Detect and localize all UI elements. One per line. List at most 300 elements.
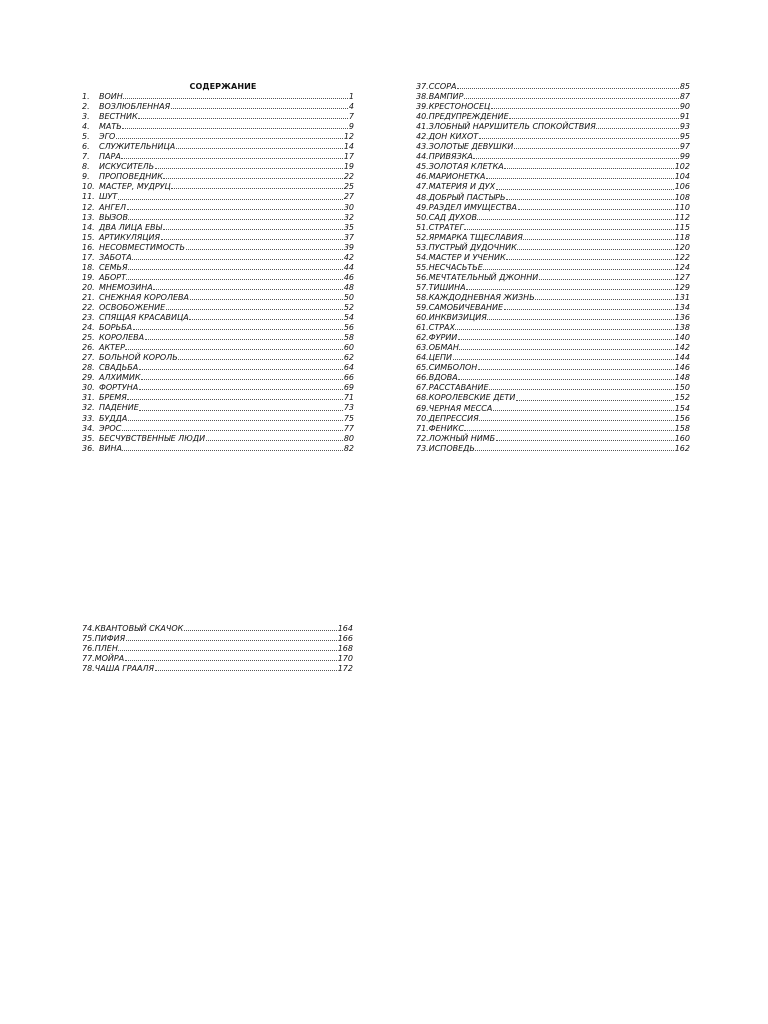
toc-entry-page: 122 bbox=[674, 252, 690, 262]
toc-leader-dots bbox=[206, 439, 344, 441]
toc-entry-number: 10. bbox=[82, 182, 95, 192]
toc-entry-number: 66. bbox=[416, 373, 429, 383]
toc-entry-number: 14. bbox=[82, 222, 95, 232]
toc-entry-number: 39. bbox=[416, 102, 429, 112]
toc-entry-number: 29. bbox=[82, 373, 95, 383]
toc-entry-title: ЗОЛОТАЯ КЛЕТКА bbox=[428, 162, 504, 172]
toc-leader-dots bbox=[139, 409, 343, 411]
toc-entry-page: 44 bbox=[343, 262, 354, 272]
toc-leader-dots bbox=[163, 177, 343, 179]
toc-entry-title: ИСПОВЕДЬ bbox=[428, 443, 475, 453]
toc-leader-dots bbox=[479, 419, 674, 421]
toc-entry-title: РАССТАВАНИЕ bbox=[428, 383, 489, 393]
toc-entry-title: СНЕЖНАЯ КОРОЛЕВА bbox=[99, 292, 189, 302]
toc-leader-dots bbox=[127, 398, 343, 400]
toc-leader-dots bbox=[517, 248, 674, 250]
toc-leader-dots bbox=[122, 449, 343, 451]
toc-entry-page: 99 bbox=[679, 152, 690, 162]
toc-leader-dots bbox=[487, 318, 674, 320]
toc-entry-title: КОРОЛЕВСКИЕ ДЕТИ bbox=[428, 393, 516, 403]
toc-entry-title: СИМБОЛОН bbox=[428, 363, 478, 373]
toc-entry-title: БОЛЬНОЙ КОРОЛЬ bbox=[99, 353, 178, 363]
toc-entry bbox=[82, 253, 354, 263]
toc-entry-title: ПУСТРЫЙ ДУДОЧНИК bbox=[428, 242, 517, 252]
toc-entry-page: 87 bbox=[679, 92, 690, 102]
toc-entry-title: СЛУЖИТЕЛЬНИЦА bbox=[99, 142, 176, 152]
toc-entry-title: МАТЬ bbox=[99, 122, 122, 132]
toc-leader-dots bbox=[127, 208, 344, 210]
toc-entry-page: 42 bbox=[343, 252, 354, 262]
toc-entry bbox=[82, 192, 354, 202]
toc-entry-title: ИНКВИЗИЦИЯ bbox=[428, 313, 487, 323]
toc-entry-number: 69. bbox=[416, 403, 429, 413]
toc-entry-title: ФОРТУНА bbox=[99, 383, 139, 393]
toc-entry bbox=[416, 383, 690, 393]
toc-entry-number: 75. bbox=[82, 634, 95, 644]
toc-entry-title: КАЖДОДНЕВНАЯ ЖИЗНЬ bbox=[428, 292, 535, 302]
toc-entry-title: ШУТ bbox=[99, 192, 118, 202]
toc-entry-title: ПИФИЯ bbox=[94, 634, 126, 644]
toc-entry-number: 19. bbox=[82, 272, 95, 282]
toc-entry bbox=[416, 363, 690, 373]
toc-entry bbox=[82, 213, 354, 223]
toc-entry-title: КОРОЛЕВА bbox=[99, 333, 145, 343]
toc-entry-number: 52. bbox=[416, 232, 429, 242]
toc-entry-number: 43. bbox=[416, 142, 429, 152]
toc-entry-title: ПРИВЯЗКА bbox=[428, 152, 473, 162]
toc-entry-page: 154 bbox=[674, 403, 690, 413]
toc-entry-page: 4 bbox=[348, 102, 354, 112]
toc-entry-number: 57. bbox=[416, 282, 429, 292]
toc-entry bbox=[416, 82, 690, 92]
toc-entry-title: МЕЧТАТЕЛЬНЫЙ ДЖОННИ bbox=[428, 272, 539, 282]
toc-entry bbox=[82, 273, 354, 283]
toc-leader-dots bbox=[122, 127, 348, 129]
toc-leader-dots bbox=[176, 147, 344, 149]
toc-entry bbox=[416, 313, 690, 323]
toc-entry bbox=[416, 303, 690, 313]
toc-leader-dots bbox=[453, 358, 675, 360]
toc-entry bbox=[416, 253, 690, 263]
toc-entry-page: 127 bbox=[674, 272, 690, 282]
toc-entry bbox=[416, 414, 690, 424]
toc-entry-page: 106 bbox=[674, 182, 690, 192]
toc-leader-dots bbox=[464, 228, 674, 230]
toc-entry-page: 168 bbox=[337, 644, 353, 654]
toc-entry-number: 63. bbox=[416, 343, 429, 353]
toc-entry-number: 11. bbox=[82, 192, 95, 202]
toc-entry-title: АНГЕЛ bbox=[99, 202, 127, 212]
toc-entry bbox=[82, 644, 353, 654]
toc-entry-number: 78. bbox=[82, 664, 95, 674]
toc-leader-dots bbox=[126, 639, 338, 641]
toc-entry-page: 148 bbox=[674, 373, 690, 383]
toc-entry bbox=[82, 102, 354, 112]
toc-entry-title: МАСТЕР, МУДРУЦ bbox=[99, 182, 171, 192]
toc-entry-page: 60 bbox=[343, 343, 354, 353]
toc-leader-dots bbox=[539, 278, 674, 280]
toc-leader-dots bbox=[186, 248, 344, 250]
toc-entry-page: 110 bbox=[674, 202, 690, 212]
toc-entry-number: 37. bbox=[416, 82, 429, 91]
toc-leader-dots bbox=[163, 228, 344, 230]
toc-entry bbox=[416, 444, 690, 454]
toc-leader-dots bbox=[141, 378, 343, 380]
toc-entry-number: 26. bbox=[82, 343, 95, 353]
toc-entry-number: 18. bbox=[82, 262, 95, 272]
toc-entry-page: 136 bbox=[674, 313, 690, 323]
toc-entry bbox=[82, 132, 354, 142]
toc-leader-dots bbox=[184, 629, 337, 631]
toc-entry-page: 85 bbox=[679, 82, 690, 91]
toc-entry-number: 38. bbox=[416, 92, 429, 102]
toc-entry-page: 32 bbox=[343, 212, 354, 222]
toc-entry-page: 14 bbox=[343, 142, 354, 152]
toc-leader-dots bbox=[118, 649, 337, 651]
toc-entry-page: 90 bbox=[679, 102, 690, 112]
toc-entry-title: ЯРМАРКА ТЩЕСЛАВИЯ bbox=[428, 232, 523, 242]
toc-leader-dots bbox=[493, 409, 674, 411]
toc-leader-dots bbox=[535, 298, 674, 300]
toc-leader-dots bbox=[516, 399, 674, 401]
toc-entry-page: 66 bbox=[343, 373, 354, 383]
toc-leader-dots bbox=[514, 147, 679, 149]
toc-entry-title: БОРЬБА bbox=[99, 323, 133, 333]
toc-leader-dots bbox=[128, 419, 343, 421]
toc-entry-number: 53. bbox=[416, 242, 429, 252]
toc-entry-page: 112 bbox=[674, 212, 690, 222]
toc-entry-page: 69 bbox=[343, 383, 354, 393]
toc-entry bbox=[82, 203, 354, 213]
toc-entry-number: 20. bbox=[82, 282, 95, 292]
toc-leader-dots bbox=[155, 167, 344, 169]
toc-entry-page: 97 bbox=[679, 142, 690, 152]
toc-entry bbox=[82, 664, 353, 674]
toc-entry-number: 27. bbox=[82, 353, 95, 363]
toc-leader-dots bbox=[506, 198, 674, 200]
toc-entry bbox=[416, 373, 690, 383]
toc-entry bbox=[82, 343, 354, 353]
toc-entry-page: 17 bbox=[343, 152, 354, 162]
toc-entry-number: 76. bbox=[82, 644, 95, 654]
toc-entry-page: 115 bbox=[674, 222, 690, 232]
toc-entry-page: 170 bbox=[337, 654, 353, 664]
toc-entry-title: АРТИКУЛЯЦИЯ bbox=[99, 232, 161, 242]
toc-entry-title: СЕМЬЯ bbox=[99, 262, 128, 272]
toc-entry-page: 73 bbox=[343, 403, 354, 413]
toc-leader-dots bbox=[133, 328, 344, 330]
toc-leader-dots bbox=[473, 157, 679, 159]
toc-entry-page: 25 bbox=[343, 182, 354, 192]
toc-entry-page: 22 bbox=[343, 172, 354, 182]
toc-entry-title: ЛОЖНЫЙ НИМБ bbox=[428, 433, 496, 443]
toc-entry-title: НЕСОВМЕСТИМОСТЬ bbox=[99, 242, 186, 252]
toc-entry-title: САМОБИЧЕВАНИЕ bbox=[428, 303, 504, 313]
toc-column-2 bbox=[416, 82, 690, 454]
toc-entry-number: 60. bbox=[416, 313, 429, 323]
toc-leader-dots bbox=[458, 338, 674, 340]
toc-entry bbox=[82, 122, 354, 132]
toc-entry bbox=[82, 233, 354, 243]
toc-entry-title: ЭРОС bbox=[99, 423, 122, 433]
toc-entry-number: 16. bbox=[82, 242, 95, 252]
toc-entry-number: 31. bbox=[82, 393, 95, 403]
toc-entry bbox=[82, 112, 354, 122]
toc-entry bbox=[416, 293, 690, 303]
toc-leader-dots bbox=[506, 258, 674, 260]
toc-entry-page: 54 bbox=[343, 313, 354, 323]
toc-entry-number: 42. bbox=[416, 132, 429, 142]
toc-entry-title: ЦЕПИ bbox=[428, 353, 452, 363]
toc-leader-dots bbox=[523, 238, 674, 240]
toc-leader-dots bbox=[486, 177, 674, 179]
toc-entry-page: 150 bbox=[674, 383, 690, 393]
toc-entry-number: 23. bbox=[82, 313, 95, 323]
toc-entry-title: ВЕСТНИК bbox=[99, 112, 138, 122]
toc-entry bbox=[416, 323, 690, 333]
toc-leader-dots bbox=[190, 298, 344, 300]
toc-entry-number: 1. bbox=[82, 92, 90, 101]
toc-leader-dots bbox=[139, 388, 344, 390]
toc-leader-dots bbox=[128, 218, 343, 220]
toc-entry-page: 104 bbox=[674, 172, 690, 182]
toc-leader-dots bbox=[458, 378, 674, 380]
toc-entry-title: ВАМПИР bbox=[428, 92, 464, 102]
toc-entry-title: ОСВОБОЖЕНИЕ bbox=[99, 302, 166, 312]
toc-entry-number: 49. bbox=[416, 202, 429, 212]
toc-entry bbox=[82, 162, 354, 172]
toc-entry-number: 45. bbox=[416, 162, 429, 172]
toc-entry-page: 172 bbox=[337, 664, 353, 674]
toc-leader-dots bbox=[455, 328, 674, 330]
toc-entry-page: 142 bbox=[674, 343, 690, 353]
toc-entry-title: ПАРА bbox=[99, 152, 121, 162]
toc-entry-page: 140 bbox=[674, 333, 690, 343]
toc-entry-page: 82 bbox=[343, 443, 354, 453]
toc-leader-dots bbox=[122, 429, 344, 431]
toc-leader-dots bbox=[478, 368, 674, 370]
toc-entry-number: 35. bbox=[82, 433, 95, 443]
toc-entry bbox=[82, 393, 354, 403]
toc-entry-page: 7 bbox=[348, 112, 354, 122]
toc-entry bbox=[82, 654, 353, 664]
toc-entry bbox=[416, 353, 690, 363]
toc-entry-title: МАТЕРИЯ И ДУХ bbox=[428, 182, 496, 192]
toc-entry-page: 138 bbox=[674, 323, 690, 333]
toc-entry-title: ВДОВА bbox=[428, 373, 458, 383]
toc-entry-number: 74. bbox=[82, 624, 95, 633]
toc-entry bbox=[82, 363, 354, 373]
toc-entry-number: 9. bbox=[82, 172, 90, 182]
toc-entry-title: СТРАТЕГ bbox=[428, 222, 464, 232]
toc-column-3 bbox=[82, 624, 353, 674]
toc-entry bbox=[82, 152, 354, 162]
toc-entry-page: 50 bbox=[343, 292, 354, 302]
toc-entry-number: 32. bbox=[82, 403, 95, 413]
toc-entry-number: 50. bbox=[416, 212, 429, 222]
toc-entry-page: 129 bbox=[674, 282, 690, 292]
toc-entry-number: 68. bbox=[416, 393, 429, 403]
toc-entry-title: ПЛЕН bbox=[94, 644, 118, 654]
toc-entry bbox=[416, 333, 690, 343]
toc-leader-dots bbox=[457, 87, 679, 89]
toc-entry bbox=[82, 353, 354, 363]
toc-entry-number: 4. bbox=[82, 122, 90, 132]
toc-entry-title: ДОН КИХОТ bbox=[428, 132, 479, 142]
toc-leader-dots bbox=[518, 208, 675, 210]
toc-entry-page: 120 bbox=[674, 242, 690, 252]
toc-entry-title: КРЕСТОНОСЕЦ bbox=[428, 102, 491, 112]
toc-leader-dots bbox=[121, 157, 343, 159]
toc-entry-page: 52 bbox=[343, 302, 354, 312]
toc-entry-number: 3. bbox=[82, 112, 90, 122]
toc-entry-title: НЕСЧАСЬТЬЕ bbox=[428, 262, 483, 272]
toc-entry-page: 27 bbox=[343, 192, 354, 202]
toc-leader-dots bbox=[139, 368, 344, 370]
toc-entry bbox=[82, 403, 354, 413]
toc-leader-dots bbox=[466, 288, 674, 290]
toc-entry-page: 56 bbox=[343, 323, 354, 333]
toc-entry bbox=[416, 122, 690, 132]
toc-leader-dots bbox=[189, 318, 343, 320]
toc-leader-dots bbox=[125, 659, 338, 661]
toc-entry-title: ЧЕРНАЯ МЕССА bbox=[428, 403, 493, 413]
toc-entry-title: ОБМАН bbox=[428, 343, 459, 353]
toc-entry-title: КВАНТОВЫЙ СКАЧОК bbox=[94, 624, 184, 633]
toc-entry-number: 36. bbox=[82, 443, 95, 453]
toc-leader-dots bbox=[491, 107, 680, 109]
toc-entry-number: 33. bbox=[82, 413, 95, 423]
toc-entry-number: 21. bbox=[82, 292, 95, 302]
toc-entry-number: 51. bbox=[416, 222, 429, 232]
toc-entry-page: 64 bbox=[343, 363, 354, 373]
toc-entry-page: 80 bbox=[343, 433, 354, 443]
toc-entry bbox=[416, 142, 690, 152]
toc-entry bbox=[82, 444, 354, 454]
toc-entry-title: БУДДА bbox=[99, 413, 128, 423]
toc-entry-page: 162 bbox=[674, 443, 690, 453]
toc-entry-title: ФЕНИКС bbox=[428, 423, 464, 433]
toc-entry-number: 2. bbox=[82, 102, 90, 112]
toc-leader-dots bbox=[464, 429, 674, 431]
toc-entry-page: 35 bbox=[343, 222, 354, 232]
toc-entry bbox=[416, 233, 690, 243]
toc-entry-number: 47. bbox=[416, 182, 429, 192]
toc-entry-number: 61. bbox=[416, 323, 429, 333]
toc-entry-number: 44. bbox=[416, 152, 429, 162]
toc-entry bbox=[82, 414, 354, 424]
toc-entry bbox=[82, 434, 354, 444]
toc-entry bbox=[416, 393, 690, 403]
toc-entry-page: 91 bbox=[679, 112, 690, 122]
toc-entry bbox=[416, 102, 690, 112]
toc-leader-dots bbox=[504, 308, 675, 310]
toc-entry-page: 58 bbox=[343, 333, 354, 343]
toc-leader-dots bbox=[464, 97, 679, 99]
toc-entry-title: ДОБРЫЙ ПАСТЫРЬ bbox=[428, 192, 506, 202]
toc-entry bbox=[416, 203, 690, 213]
toc-entry-title: ДЕПРЕССИЯ bbox=[428, 413, 479, 423]
toc-leader-dots bbox=[132, 258, 343, 260]
toc-entry-title: ПРОПОВЕДНИК bbox=[99, 172, 163, 182]
toc-entry-title: ФУРИИ bbox=[428, 333, 458, 343]
toc-entry bbox=[82, 333, 354, 343]
toc-entry bbox=[82, 182, 354, 192]
toc-entry bbox=[82, 634, 353, 644]
toc-entry bbox=[82, 293, 354, 303]
toc-heading: СОДЕРЖАНИЕ bbox=[189, 82, 257, 91]
toc-entry-title: САД ДУХОВ bbox=[428, 212, 477, 222]
toc-entry-number: 59. bbox=[416, 303, 429, 313]
toc-entry bbox=[82, 263, 354, 273]
toc-leader-dots bbox=[128, 268, 343, 270]
toc-entry-page: 77 bbox=[343, 423, 354, 433]
toc-entry-page: 164 bbox=[337, 624, 353, 633]
toc-entry-page: 124 bbox=[674, 262, 690, 272]
toc-entry bbox=[416, 343, 690, 353]
toc-entry-title: МАРИОНЕТКА bbox=[428, 172, 486, 182]
toc-entry bbox=[416, 273, 690, 283]
toc-entry-title: ВЫЗОВ bbox=[99, 212, 128, 222]
toc-entry-title: ВИНА bbox=[99, 443, 122, 453]
toc-entry-page: 12 bbox=[343, 132, 354, 142]
toc-entry-number: 56. bbox=[416, 272, 429, 282]
toc-entry-number: 77. bbox=[82, 654, 95, 664]
toc-entry-page: 19 bbox=[343, 162, 354, 172]
toc-entry-title: СПЯЩАЯ КРАСАВИЦА bbox=[99, 313, 189, 323]
toc-entry-title: ИСКУСИТЕЛЬ bbox=[99, 162, 155, 172]
toc-entry-title: ЗОЛОТЫЕ ДЕВУШКИ bbox=[428, 142, 514, 152]
toc-leader-dots bbox=[171, 187, 343, 189]
toc-leader-dots bbox=[483, 268, 674, 270]
toc-entry-page: 134 bbox=[674, 303, 690, 313]
toc-entry-page: 160 bbox=[674, 433, 690, 443]
toc-leader-dots bbox=[489, 388, 674, 390]
toc-entry-title: ЗАБОТА bbox=[99, 252, 132, 262]
toc-entry-number: 41. bbox=[416, 122, 429, 132]
toc-entry-number: 72. bbox=[416, 433, 429, 443]
toc-entry-title: СТРАХ bbox=[428, 323, 455, 333]
toc-leader-dots bbox=[475, 449, 674, 451]
toc-entry-page: 62 bbox=[343, 353, 354, 363]
toc-entry-number: 46. bbox=[416, 172, 429, 182]
toc-entry bbox=[416, 182, 690, 192]
toc-entry bbox=[82, 313, 354, 323]
toc-entry bbox=[416, 132, 690, 142]
toc-entry-number: 48. bbox=[416, 192, 429, 202]
toc-leader-dots bbox=[145, 338, 344, 340]
toc-entry bbox=[82, 243, 354, 253]
toc-entry-title: ЗЛОБНЫЙ НАРУШИТЕЛЬ СПОКОЙСТВИЯ bbox=[428, 122, 596, 132]
toc-leader-dots bbox=[459, 348, 674, 350]
toc-entry bbox=[416, 152, 690, 162]
toc-entry-number: 13. bbox=[82, 212, 95, 222]
toc-entry-page: 144 bbox=[674, 353, 690, 363]
toc-entry-number: 55. bbox=[416, 262, 429, 272]
toc-entry-title: ЧАША ГРААЛЯ bbox=[94, 664, 155, 674]
toc-entry-number: 64. bbox=[416, 353, 429, 363]
toc-entry bbox=[416, 92, 690, 102]
toc-entry-title: МОЙРА bbox=[94, 654, 125, 664]
toc-leader-dots bbox=[123, 97, 348, 99]
toc-entry-number: 5. bbox=[82, 132, 90, 142]
toc-entry bbox=[82, 303, 354, 313]
toc-leader-dots bbox=[118, 198, 343, 200]
toc-entry-title: ТИШИНА bbox=[428, 282, 466, 292]
toc-entry-page: 146 bbox=[674, 363, 690, 373]
toc-leader-dots bbox=[504, 167, 674, 169]
toc-entry-title: БРЕМЯ bbox=[99, 393, 127, 403]
